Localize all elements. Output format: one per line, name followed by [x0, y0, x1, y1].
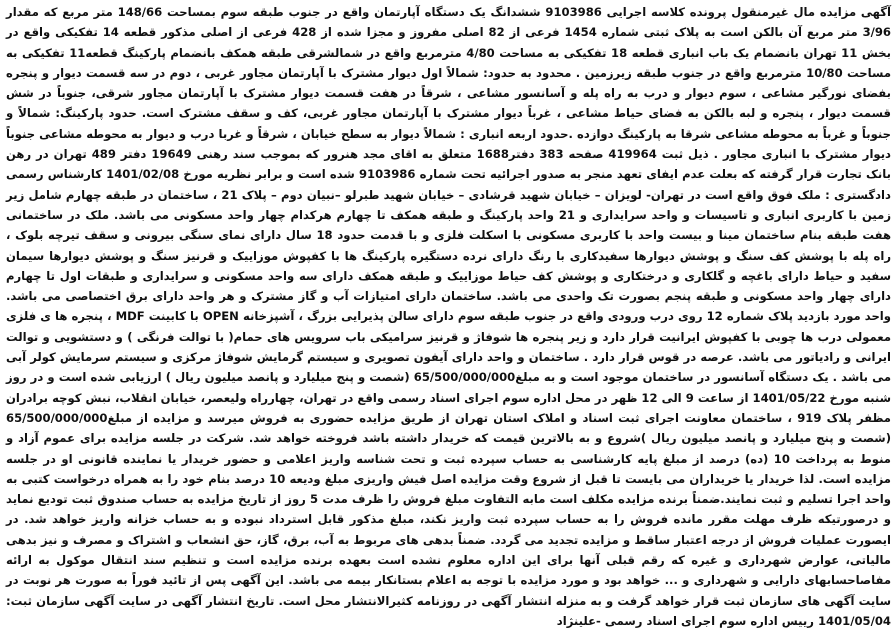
notice-body-text: آگهی مزایده مال غیرمنقول پرونده کلاسه اجرایی 9103986 ششدانگ یک دستگاه آپارتمان واقع در جنوب طبقه سوم بمساحت 148/66 متر مربع که مقدار 3/96 متر مربع آن بالکن است به پلاک ثبتی شماره 1454 فرعی از 82 اصلی مفروز و مجزا شده از 428 فرعی از اصلی مذکور قطعه 14 تفکیکی واقع در بخش 11 تهران بانضمام یک باب انباری قطعه 18 تفکیکی به مساحت 4/80 مترمربع واقع در شمالشرقی طبقه همکف بانضمام پارکینگ قطعه11 تفکیکی به مساحت 10/80 مترمربع واقع در جنوب طبقه زیرزمین . محدود به حدود: شمالاً اول دیوار مشترک با آپارتمان مجاور غربی ، دوم در سه قسمت دیوار و پنجره بفضای نورگیر مشاعی ، سوم دیوار و درب به راه پله و آسانسور مشاعی ، شرقاً در هفت قسمت دیوار مشترک با آپارتمان مجاور شرقی، جنوباً در شش قسمت دیوار ، پنجره و لبه بالکن به فضای حیاط مشاعی ، غرباً دیوار مشترک با آپارتمان مجاور غربی، کف و سقف مشترک است. حدود پارکینگ: شمالاً و جنوباً و غرباً به محوطه مشاعی شرقا به پارکینگ دوازده .حدود اربعه انباری : شمالاً دیوار به سطح خیابان ، شرقاً و غربا درب و دیوار به محوطه مشاعی جنوباً دیوار مشترک با انباری مجاور . ذیل ثبت 419964 صفحه 383 دفتر1688 متعلق به اقای مجد هنرور که بموجب سند رهنی 19649 دفتر 489 تهران در رهن بانک تجارت قرار گرفته که بعلت عدم ایفای تعهد منجر به صدور اجرائیه تحت شماره 9103986 شده است و برابر نظریه مورخ 1401/02/08 کارشناس رسمی دادگستری : ملک فوق واقع است در تهران- لویزان – خیابان شهید قرشادی – خیابان شهید طبرلو –نبیان دوم – پلاک 21 ، ساختمان در طبقه چهارم شامل زیر زمین با کاربری انباری و تاسیسات و واحد سرایداری و 21 واحد پارکینگ و طبقه همکف تا چهارم هرکدام چهار واحد مسکونی می باشد. ملک در ساختمانی هفت طبقه بنام ساختمان مینا و بیست واحد با کاربری مسکونی با اسکلت فلزی و با قدمت حدود 18 سال دارای نمای سنگی بیرونی و سقف تیرچه بلوک ، راه پله با پوشش کف سنگ و پوشش دیوارها سفیدکاری با رنگ دارای نرده دستگیره پارکینگ ها با کفپوش موزاییک و قرنیز سنگ و پوشش دیوارها سیمان سفید و حیاط دارای باغچه و گلکاری و درختکاری و پوشش کف حیاط موزاییک و طبقه همکف دارای سه واحد مسکونی و سرایداری و طبقات اول تا چهارم دارای چهار واحد مسکونی و طبقه پنجم بصورت تک واحدی می باشد. ساختمان دارای امتیازات آب و گاز مشترک و هر واحد دارای برق اختصاصی می باشد. واحد مورد بازدید پلاک شماره 12 روی درب ورودی واقع در جنوب طبقه سوم دارای سالن پذیرایی بزرگ ، آشپزخانه OPEN با کابینت MDF ، پنجره ها ی فلزی معمولی درب ها چوبی با کفپوش ایرانیت قرار دارد و زیر پنجره ها شوفاژ و قرنیز سرامیکی باب سرویس های حمام( با توالت فرنگی ) و دستشویی و توالت ایرانی و رادیاتور می باشد. عرصه در قوس قرار دارد . ساختمان و واحد دارای آیفون تصویری و سیستم گرمایش شوفاژ مرکزی و سیستم سرمایش کولر آبی می باشد . یک دستگاه آسانسور در ساختمان موجود است و به مبلغ65/500/000/000 (شصت و پنج میلیارد و پانصد میلیون ریال ) ارزیابی شده است و در روز شنبه مورخ 1401/05/22 از ساعت 9 الی 12 ظهر در محل اداره سوم اجرای اسناد رسمی واقع در تهران، چهارراه ولیعصر، خیابان انقلاب، نبش کوچه برادران مظفر پلاک 919 ، ساختمان معاونت اجرای ثبت اسناد و املاک استان تهران از طریق مزایده حضوری به فروش میرسد و مزایده از مبلغ65/500/000/000 (شصت و پنج میلیارد و پانصد میلیون ریال )شروع و به بالاترین قیمت که خریدار داشته باشد فروخته خواهد شد. شرکت در جلسه مزایده برای عموم آزاد و منوط به پرداخت 10 (ده) درصد از مبلغ پایه کارشناسی به حساب سپرده ثبت و تحت شناسه واریز اعلامی و حضور خریدار یا نماینده قانونی او در جلسه مزایده است. لذا خریدار یا خریداران می بایست تا قبل از شروع وقت مزایده اصل فیش واریزی مبلغ ودیعه 10 درصد بنام خود را به همراه درخواست کتبی به واحد اجرا تسلیم و ثبت نمایند.ضمناً برنده مزایده مکلف است مابه التفاوت مبلغ فروش را ظرف مدت 5 روز از تاریخ مزایده به حساب صندوق ثبت تودیع نماید و درصورتیکه ظرف مهلت مقرر مانده فروش را به حساب سپرده ثبت واریز نکند، مبلغ مذکور قابل استرداد نبوده و به حساب خزانه واریز خواهد شد. در ایصورت عملیات فروش از درجه اعتبار ساقط و مزایده تجدید می گردد. ضمناً بدهی های مربوط به آب، برق، گاز، حق انشعاب و اشتراک و مصرف و نیز بدهی مالیاتی، عوارض شهرداری و غیره که رقم قبلی آنها برای این اداره معلوم نشده است بعهده برنده مزایده است و تنظیم سند انتقال موکول به ارائه مفاصاحسابهای دارایی و شهرداری و ... خواهد بود و مورد مزایده با توجه به اعلام بستانکار بیمه می باشد. این آگهی پس از تائید فوراً به صورت هر نوبت در سایت آگهی های سازمان ثبت قرار خواهد گرفت و به منزله انتشار آگهی در روزنامه کثیرالانتشار محل است. تاریخ انتشار آگهی در سایت آگهی سازمان ثبت: 1401/05/04 رییس اداره سوم اجرای اسناد رسمی -علینژاد [1, 5, 892, 628]
